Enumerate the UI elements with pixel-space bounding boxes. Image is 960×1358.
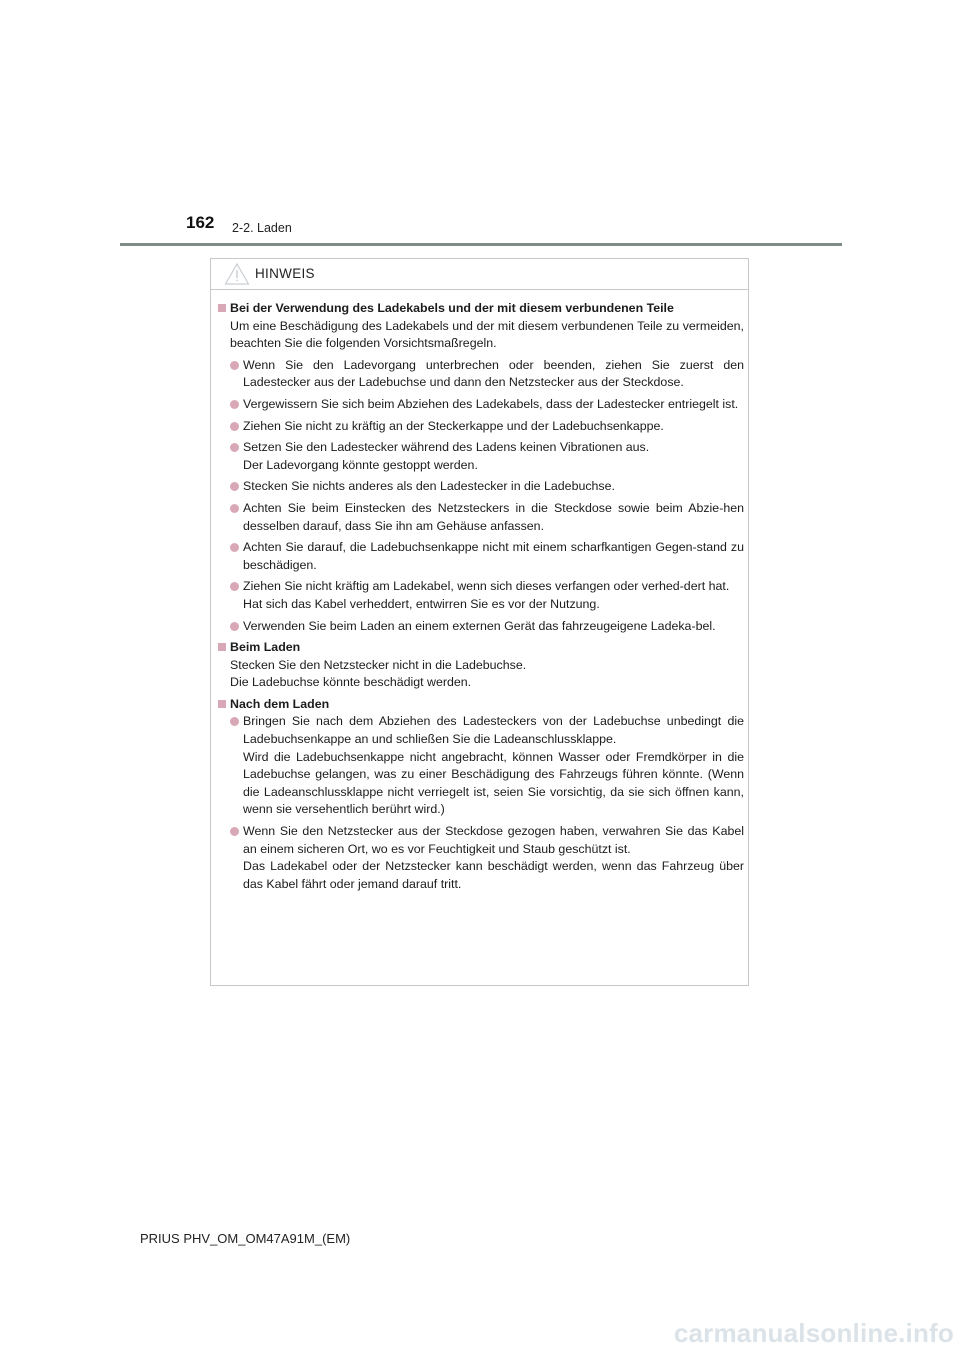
section-heading-text: Bei der Verwendung des Ladekabels und der mit diesem verbundenen Teile	[230, 301, 674, 315]
bullet-item	[217, 578, 744, 613]
round-bullet-icon	[230, 827, 239, 836]
bullet-text: Vergewissern Sie sich beim Abziehen des Ladekabels, dass der Ladestecker entriegelt ist.	[243, 396, 739, 411]
header-rule	[120, 243, 842, 246]
bullet-extra-text: Wird die Ladebuchsenkappe nicht angebracht, können Wasser oder Fremdkörper in die Ladebuchse gelangen, was zu einer Beschädigung des Fahrzeugs führen könnte. (Wenn die Ladeanschlussklappe nicht verriegelt ist, seien Sie vorsichtig, da sie sich öffnen kann, wenn sie versehentlich berührt wird.)	[243, 749, 744, 817]
round-bullet-icon	[230, 422, 239, 431]
section-intro	[217, 657, 744, 692]
section-intro-line: Die Ladebuchse könnte beschädigt werden.	[230, 675, 472, 690]
document-id: PRIUS PHV_OM_OM47A91M_(EM)	[140, 1231, 351, 1246]
round-bullet-icon	[230, 504, 239, 513]
bullet-extra-text: Der Ladevorgang könnte gestoppt werden.	[243, 457, 478, 472]
watermark: carmanualsonline.info	[673, 1318, 954, 1348]
bullet-text: Setzen Sie den Ladestecker während des Ladens keinen Vibrationen aus.	[243, 440, 650, 455]
bullet-text: Stecken Sie nichts anderes als den Ladestecker in die Ladebuchse.	[243, 479, 615, 494]
notice-section	[217, 300, 744, 635]
section-heading	[217, 300, 744, 318]
bullet-item	[217, 478, 744, 496]
bullet-item	[217, 539, 744, 574]
bullet-text: Wenn Sie den Ladevorgang unterbrechen oder beenden, ziehen Sie zuerst den Ladestecker aus der Ladebuchse und dann den Netzstecker aus der Steckdose.	[243, 357, 744, 390]
bullet-extra-text: Hat sich das Kabel verheddert, entwirren Sie es vor der Nutzung.	[243, 596, 600, 611]
bullet-text: Bringen Sie nach dem Abziehen des Ladesteckers von der Ladebuchse unbedingt die Ladebuchsenkappe an und schließen Sie die Ladeanschlussklappe.	[243, 714, 744, 747]
notice-title: HINWEIS	[255, 266, 315, 281]
round-bullet-icon	[230, 582, 239, 591]
round-bullet-icon	[230, 400, 239, 409]
round-bullet-icon	[230, 361, 239, 370]
section-heading	[217, 696, 744, 714]
notice-header	[211, 259, 748, 290]
bullet-text: Wenn Sie den Netzstecker aus der Steckdose gezogen haben, verwahren Sie das Kabel an einem sicheren Ort, wo es vor Feuchtigkeit und Staub geschützt ist.	[243, 824, 744, 856]
square-bullet-icon	[218, 304, 226, 312]
round-bullet-icon	[230, 482, 239, 491]
warning-triangle-icon	[224, 262, 250, 286]
bullet-item	[217, 396, 744, 414]
notice-content	[217, 300, 744, 897]
bullet-item	[217, 618, 744, 636]
bullet-text: Verwenden Sie beim Laden an einem externen Gerät das fahrzeugeigene Ladeka-bel.	[243, 618, 716, 633]
notice-section	[217, 639, 744, 692]
round-bullet-icon	[230, 622, 239, 631]
round-bullet-icon	[230, 443, 239, 452]
square-bullet-icon	[218, 700, 226, 708]
bullet-extra-text: Das Ladekabel oder der Netzstecker kann beschädigt werden, wenn das Fahrzeug über das Kabel fährt oder jemand darauf tritt.	[243, 859, 744, 891]
bullet-item	[217, 500, 744, 535]
notice-section	[217, 696, 744, 894]
bullet-text: Achten Sie darauf, die Ladebuchsenkappe nicht mit einem scharfkantigen Gegen-stand zu beschädigen.	[243, 540, 744, 572]
section-intro-line: Stecken Sie den Netzstecker nicht in die Ladebuchse.	[230, 657, 527, 672]
bullet-text: Achten Sie beim Einstecken des Netzsteckers in die Steckdose sowie beim Abzie-hen desselben darauf, dass Sie ihn am Gehäuse anfassen.	[243, 500, 744, 533]
round-bullet-icon	[230, 543, 239, 552]
square-bullet-icon	[218, 643, 226, 651]
round-bullet-icon	[230, 717, 239, 726]
bullet-item	[217, 713, 744, 819]
section-heading-text: Nach dem Laden	[230, 696, 330, 711]
section-intro: Um eine Beschädigung des Ladekabels und der mit diesem verbundenen Teile zu vermeiden, beachten Sie die folgenden Vorsichtsmaßregeln.	[230, 318, 744, 351]
bullet-item	[217, 823, 744, 893]
bullet-text: Ziehen Sie nicht zu kräftig an der Steckerkappe und der Ladebuchsenkappe.	[243, 418, 664, 433]
bullet-item	[217, 418, 744, 436]
section-title: 2-2. Laden	[232, 221, 292, 235]
bullet-item	[217, 439, 744, 474]
section-heading-text: Beim Laden	[230, 640, 301, 655]
bullet-item	[217, 357, 744, 392]
notice-box	[210, 258, 749, 986]
page-number: 162	[186, 213, 215, 232]
section-heading	[217, 639, 744, 657]
bullet-text: Ziehen Sie nicht kräftig am Ladekabel, wenn sich dieses verfangen oder verhed-dert hat.	[243, 579, 730, 594]
